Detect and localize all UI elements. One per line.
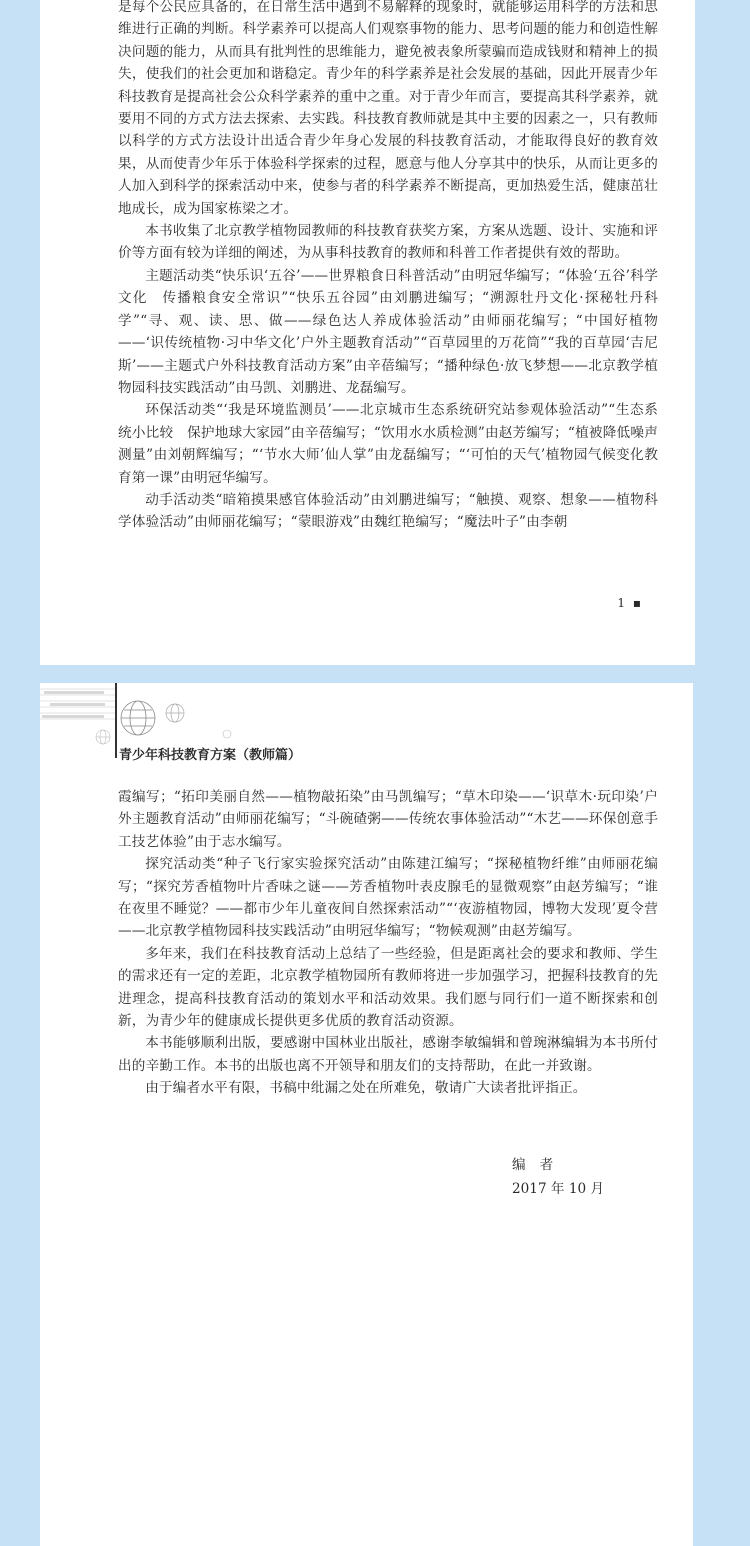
book-page-1 [40,0,695,665]
page1-paragraph-3: 主题活动类“快乐识‘五谷’——世界粮食日科普活动”由明冠华编写；“体验‘五谷’科学文化 传播粮食安全常识”“快乐五谷园”由刘鹏进编写；“溯源牡丹文化·探秘牡丹科学”“寻、观、读、思、做——绿色达人养成体验活动”由师丽花编写；“中国好植物——‘识传统植物·习中华文化’户外主题教育活动”“百草园里的万花筒”“我的百草园‘吉尼斯’——主题式户外科技教育活动方案”由辛蓓编写；“播种绿色·放飞梦想——北京教学植物园科技实践活动”由马凯、刘鹏进、龙磊编写。 [118,267,658,396]
page2-paragraph-5: 由于编者水平有限，书稿中纰漏之处在所难免，敬请广大读者批评指正。 [145,1080,587,1097]
page-number: 1 ▪ [617,596,643,610]
page1-paragraph-2: 本书收集了北京教学植物园教师的科技教育获奖方案，方案从选题、设计、实施和评价等方面有较为详细的阐述，为从事科技教育的教师和科普工作者提供有效的帮助。 [118,223,658,262]
page1-paragraph-1: 是每个公民应具备的，在日常生活中遇到不易解释的现象时，就能够运用科学的方法和思维进行正确的判断。科学素养可以提高人们观察事物的能力、思考问题的能力和创造性解决问题的能力，从而具有批判性的思维能力，避免被表象所蒙骗而造成钱财和精神上的损失，使我们的社会更加和谐稳定。青少年的科学素养是社会发展的基础，因此开展青少年科技教育是提高社会公众科学素养的重中之重。对于青少年而言，要提高其科学素养，就要用不同的方式方法去探索、去实践。科技教育教师就是其中主要的因素之一，只有教师以科学的方式方法设计出适合青少年身心发展的科技教育活动，才能取得良好的教育效果，从而使青少年乐于体验科学探索的过程，愿意与他人分享其中的快乐，从而让更多的人加入到科学的探索活动中来，使参与者的科学素养不断提高，更加热爱生活，健康茁壮地成长，成为国家栋梁之才。 [118,0,658,217]
page2-paragraph-3: 多年来，我们在科技教育活动上总结了一些经验，但是距离社会的要求和教师、学生的需求还有一定的差距，北京教学植物园所有教师将进一步加强学习，把握科技教育的先进理念，提高科技教育活动的策划水平和活动效果。我们愿与同行们一道不断探索和创新，为青少年的健康成长提供更多优质的教育活动资源。 [118,945,658,1030]
page1-paragraph-4: 环保活动类“‘我是环境监测员’——北京城市生态系统研究站参观体验活动”“生态系统小比较 保护地球大家园”由辛蓓编写；“饮用水水质检测”由赵芳编写；“植被降低噪声测量”由刘朝辉编写；“‘节水大师’仙人掌”由龙磊编写；“‘可怕的天气’植物园气候变化教育第一课”由明冠华编写。 [118,402,658,486]
preface-date: 2017 年 10 月 [512,1181,605,1197]
page1-body [118,0,658,534]
page1-paragraph-5: 动手活动类“暗箱摸果感官体验活动”由刘鹏进编写；“触摸、观察、想象——植物科学体验活动”由师丽花编写；“蒙眼游戏”由魏红艳编写；“魔法叶子”由李朝 [118,491,658,531]
header-divider [115,683,117,758]
page2-body [118,786,658,1100]
page2-paragraph-2: 探究活动类“种子飞行家实验探究活动”由陈建江编写；“探秘植物纤维”由师丽花编写；“探究芳香植物叶片香味之谜——芳香植物叶表皮腺毛的显微观察”由赵芳编写；“谁在夜里不睡觉？——都市少年儿童夜间自然探索活动”“‘夜游植物园，博物大发现’夏令营——北京教学植物园科技实践活动”由明冠华编写；“物候观测”由赵芳编写。 [118,856,658,940]
page2-paragraph-4: 本书能够顺利出版，要感谢中国林业出版社，感谢李敏编辑和曾琬淋编辑为本书所付出的辛勤工作。本书的出版也离不开领导和朋友们的支持帮助，在此一并致谢。 [118,1035,658,1074]
running-header-title: 青少年科技教育方案（教师篇） [119,748,302,763]
editor-signature: 编者 [512,1157,568,1173]
globe-decoration-icon [40,683,280,753]
book-page-2 [40,683,693,1546]
page2-paragraph-1: 霞编写；“拓印美丽自然——植物敲拓染”由马凯编写；“草木印染——‘识草木·玩印染’户外主题教育活动”由师丽花编写；“斗碗碴粥——传统农事体验活动”“木艺——环保创意手工技艺体验”由于志水编写。 [118,789,658,850]
